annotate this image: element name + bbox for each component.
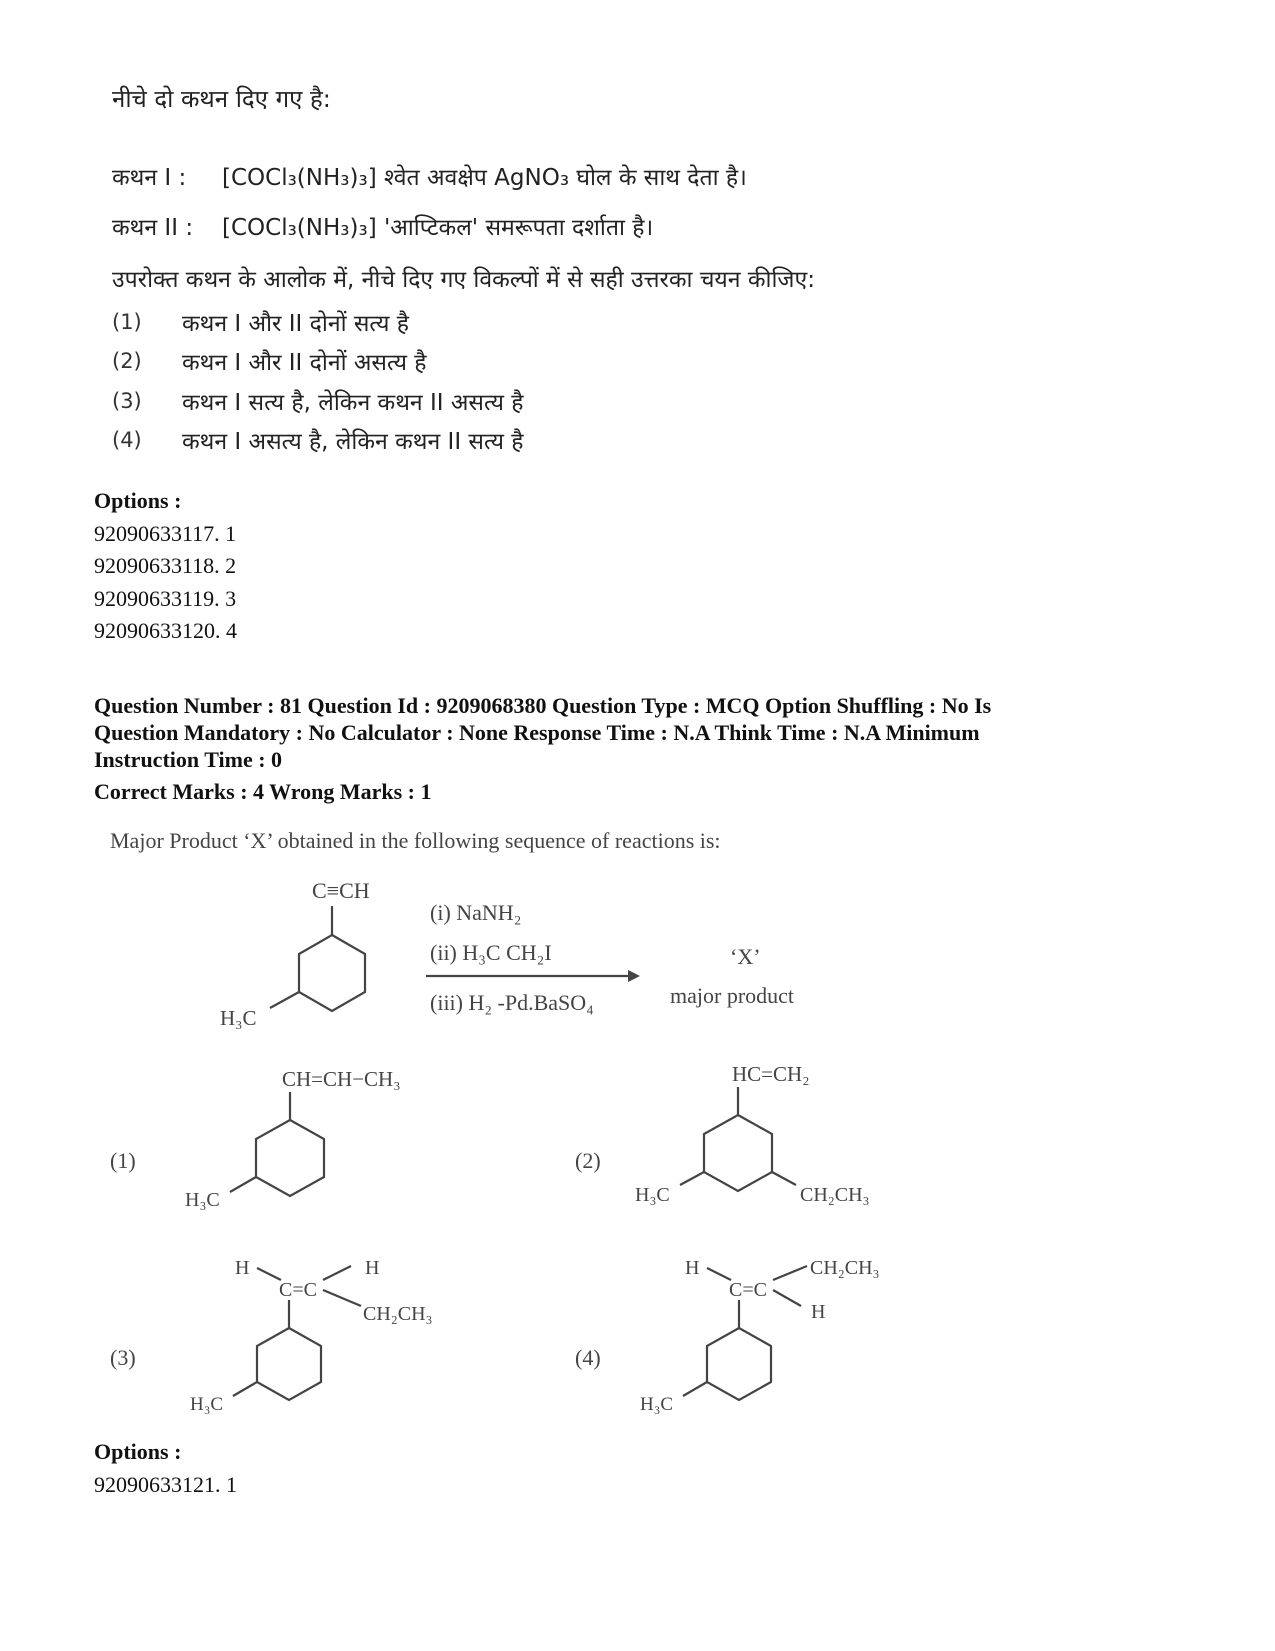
statement-2-label: कथन II : bbox=[112, 215, 194, 241]
choice-3-alkene: C=C bbox=[279, 1279, 317, 1301]
reaction-step-2: (ii) H₃C CH₂I bbox=[430, 940, 552, 965]
options-label: Options : bbox=[94, 488, 182, 513]
choice-3-methyl: H₃C bbox=[190, 1394, 224, 1415]
choice-4-alkene: C=C bbox=[729, 1279, 767, 1301]
choice-4-h2: H bbox=[811, 1301, 826, 1323]
choice-3-structure bbox=[185, 1250, 465, 1415]
choice-3-ethyl: CH₂CH₃ bbox=[363, 1303, 433, 1325]
reaction-step-3: (iii) H₂ -Pd.BaSO₄ bbox=[430, 990, 594, 1015]
statement-2-text: [COCl₃(NH₃)₃] 'आप्टिकल' समरूपता दर्शाता है। bbox=[222, 215, 654, 241]
chem-prompt: Major Product ‘X’ obtained in the following sequence of reactions is: bbox=[110, 828, 721, 853]
question-marks: Correct Marks : 4 Wrong Marks : 1 bbox=[94, 779, 432, 804]
hindi-choice-num: (4) bbox=[112, 428, 142, 452]
chem-choice-num: (1) bbox=[110, 1148, 136, 1173]
reaction-step-1: (i) NaNH₂ bbox=[430, 900, 522, 925]
question-meta-line: Question Mandatory : No Calculator : None Response Time : N.A Think Time : N.A Minimum bbox=[94, 720, 980, 745]
hindi-choice-num: (3) bbox=[112, 389, 142, 413]
option-item: 92090633119. 3 bbox=[94, 586, 237, 611]
choice-3-h1: H bbox=[235, 1257, 250, 1279]
hindi-choice-num: (1) bbox=[112, 310, 142, 334]
choice-2-structure bbox=[630, 1055, 900, 1220]
reactant-substituent: C≡CH bbox=[312, 878, 370, 903]
option-item: 92090633117. 1 bbox=[94, 521, 237, 546]
question-meta-line: Question Number : 81 Question Id : 9209068380 Question Type : MCQ Option Shuffling : No Is bbox=[94, 693, 992, 718]
choice-3-h2: H bbox=[365, 1257, 380, 1279]
choice-4-methyl: H₃C bbox=[640, 1394, 674, 1415]
choice-1-structure bbox=[180, 1060, 460, 1220]
chem-choice-num: (2) bbox=[575, 1148, 601, 1173]
choice-4-h1: H bbox=[685, 1257, 700, 1279]
cyclohexane-ring bbox=[299, 935, 365, 1011]
choice-2-ethyl: CH₂CH₃ bbox=[800, 1184, 870, 1206]
choice-4-structure bbox=[635, 1250, 905, 1415]
choice-1-methyl: H₃C bbox=[185, 1189, 220, 1211]
product-label: ‘X’ bbox=[730, 944, 761, 969]
choice-2-group: HC=CH₂ bbox=[732, 1062, 810, 1086]
hindi-choice-num: (2) bbox=[112, 349, 142, 373]
statement-1-label: कथन I : bbox=[112, 165, 187, 191]
arrow-head-icon bbox=[628, 970, 640, 982]
reaction-scheme bbox=[100, 868, 795, 1048]
hindi-intro: नीचे दो कथन दिए गए है: bbox=[112, 85, 331, 113]
question-meta-line: Instruction Time : 0 bbox=[94, 747, 283, 772]
hindi-instruction: उपरोक्त कथन के आलोक में, नीचे दिए गए विकल्पों में से सही उत्तरका चयन कीजिए: bbox=[112, 267, 815, 293]
hindi-choice-text: कथन I और II दोनों असत्य है bbox=[182, 350, 427, 376]
hindi-choice-text: कथन I असत्य है, लेकिन कथन II सत्य है bbox=[182, 429, 524, 455]
hindi-choice-text: कथन I सत्य है, लेकिन कथन II असत्य है bbox=[182, 390, 524, 416]
option-item: 92090633118. 2 bbox=[94, 553, 237, 578]
choice-4-ethyl: CH₂CH₃ bbox=[810, 1257, 880, 1279]
hindi-choice-text: कथन I और II दोनों सत्य है bbox=[182, 311, 409, 337]
chem-choice-num: (3) bbox=[110, 1345, 136, 1370]
option-item: 92090633120. 4 bbox=[94, 618, 237, 643]
choice-2-methyl: H₃C bbox=[635, 1184, 670, 1206]
reactant-methyl: H₃C bbox=[220, 1006, 257, 1030]
chem-choice-num: (4) bbox=[575, 1345, 601, 1370]
statement-1-text: [COCl₃(NH₃)₃] श्वेत अवक्षेप AgNO₃ घोल के साथ देता है। bbox=[222, 165, 747, 191]
product-description: major product bbox=[670, 983, 795, 1008]
options-label: Options : bbox=[94, 1439, 182, 1464]
option-item: 92090633121. 1 bbox=[94, 1472, 237, 1497]
choice-1-group: CH=CH−CH₃ bbox=[282, 1067, 401, 1091]
